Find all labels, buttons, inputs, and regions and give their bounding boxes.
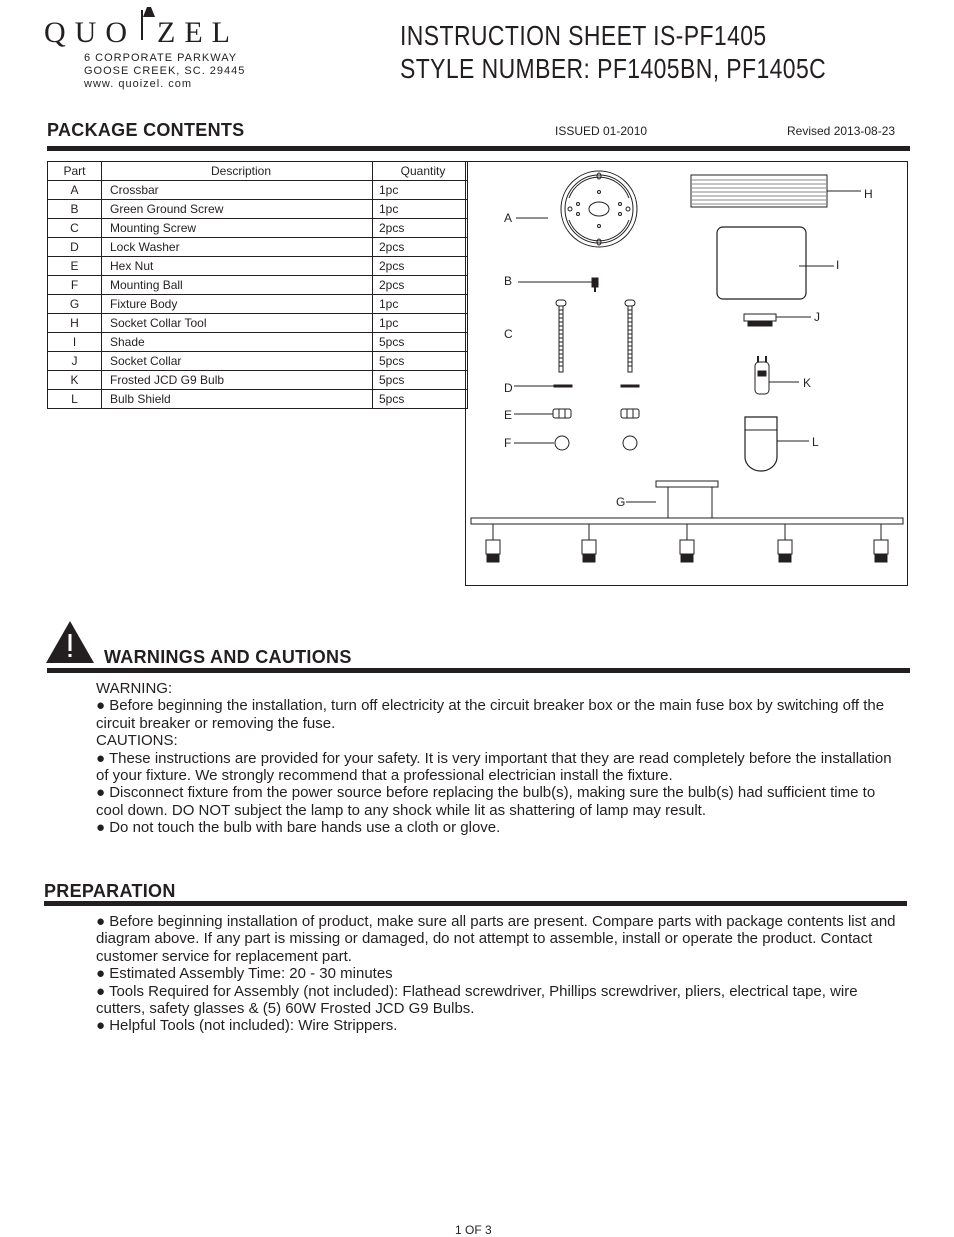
diagram-label-j: J [814,310,820,324]
part-description: Hex Nut [102,257,373,276]
table-row [48,181,468,200]
part-letter: F [48,276,102,295]
diagram-label-k: K [803,376,812,390]
preparation-item: ● Tools Required for Assembly (not included): Flathead screwdriver, Phillips screwdriver, pliers, electrical tape, wire cutters, safety glasses & (5) 60W Frosted JCD G9 Bulbs. [96,982,858,1018]
part-quantity: 1pc [373,314,468,333]
parts-table [47,161,468,409]
brand-logo [44,18,239,48]
caution-item: ● Disconnect fixture from the power source before replacing the bulb(s), making sure the bulb(s) had sufficient time to cool down. DO NOT subject the lamp to any shock while lit as shattering of lamp may result. [96,784,876,819]
diagram-label-h: H [864,187,873,201]
part-description: Socket Collar [102,352,373,371]
instruction-sheet-title: INSTRUCTION SHEET IS-PF1405 [400,20,767,51]
part-description: Frosted JCD G9 Bulb [102,371,373,390]
page-number: 1 OF 3 [455,1223,492,1237]
warnings-heading: WARNINGS AND CAUTIONS [104,647,352,667]
address-line-3: www. quoizel. com [84,78,193,90]
part-quantity: 2pcs [373,238,468,257]
part-quantity: 1pc [373,295,468,314]
caution-item: ● Do not touch the bulb with bare hands use a cloth or glove. [96,819,501,837]
part-letter: L [48,390,102,409]
part-quantity: 5pcs [373,352,468,371]
warning-label: WARNING: [96,680,173,697]
table-row [48,371,468,390]
table-row [48,352,468,371]
logo-text-left: QUO [44,16,136,49]
part-letter: I [48,333,102,352]
table-row [48,390,468,409]
table-row [48,314,468,333]
package-contents-heading: PACKAGE CONTENTS [47,120,245,140]
diagram-label-i: I [836,258,840,272]
diagram-label-d: D [504,381,513,395]
part-quantity: 1pc [373,181,468,200]
section-divider [47,146,910,151]
part-letter: B [48,200,102,219]
preparation-heading: PREPARATION [44,881,176,901]
part-quantity: 5pcs [373,390,468,409]
part-quantity: 1pc [373,200,468,219]
diagram-label-c: C [504,327,513,341]
logo-text-right: ZEL [157,16,239,49]
part-quantity: 2pcs [373,257,468,276]
part-quantity: 5pcs [373,371,468,390]
part-letter: K [48,371,102,390]
diagram-label-e: E [504,408,513,422]
table-row [48,295,468,314]
part-description: Mounting Ball [102,276,373,295]
part-quantity: 2pcs [373,276,468,295]
part-letter: C [48,219,102,238]
part-description: Bulb Shield [102,390,373,409]
section-divider [47,668,910,673]
diagram-label-f: F [504,436,512,450]
revised-date: Revised 2013-08-23 [787,124,896,138]
part-description: Socket Collar Tool [102,314,373,333]
part-quantity: 5pcs [373,333,468,352]
part-description: Mounting Screw [102,219,373,238]
diagram-label-l: L [812,435,819,449]
column-header: Quantity [373,162,468,181]
table-row [48,219,468,238]
section-divider [44,901,907,906]
column-header: Description [102,162,373,181]
table-row [48,257,468,276]
diagram-label-a: A [504,211,513,225]
diagram-label-g: G [616,495,626,509]
part-quantity: 2pcs [373,219,468,238]
part-description: Fixture Body [102,295,373,314]
preparation-body [96,913,906,1035]
part-letter: J [48,352,102,371]
preparation-item: ● Estimated Assembly Time: 20 - 30 minutes [96,965,393,983]
column-header: Part [48,162,102,181]
warnings-body [96,680,906,837]
diagram-label-b: B [504,274,513,288]
preparation-item: ● Helpful Tools (not included): Wire Strippers. [96,1017,398,1035]
lamp-icon [140,6,158,18]
table-row [48,238,468,257]
parts-diagram-drawing [466,162,909,587]
crossbar-plate-illustration [561,171,637,247]
parts-diagram [465,161,908,586]
part-description: Green Ground Screw [102,200,373,219]
style-number-title: STYLE NUMBER: PF1405BN, PF1405C [400,53,827,84]
table-header-row [48,162,468,181]
part-description: Lock Washer [102,238,373,257]
address-line-2: GOOSE CREEK, SC. 29445 [84,65,246,77]
table-row [48,200,468,219]
part-letter: H [48,314,102,333]
part-letter: D [48,238,102,257]
part-letter: E [48,257,102,276]
table-row [48,276,468,295]
warning-triangle-icon [45,620,95,664]
part-description: Crossbar [102,181,373,200]
issued-date: ISSUED 01-2010 [555,124,648,138]
part-letter: G [48,295,102,314]
table-row [48,333,468,352]
part-letter: A [48,181,102,200]
caution-item: ● These instructions are provided for your safety. It is very important that they are read completely before the installation of your fixture. We strongly recommend that a professional electrician install the fixture. [96,749,892,785]
part-description: Shade [102,333,373,352]
preparation-item: ● Before beginning installation of product, make sure all parts are present. Compare parts with package contents list and diagram above. If any part is missing or damaged, do not attempt to assemble, install or operate the product. Contact customer service for replacement part. [96,913,896,965]
cautions-label: CAUTIONS: [96,732,178,750]
address-line-1: 6 CORPORATE PARKWAY [84,52,238,64]
warning-item: ● Before beginning the installation, turn off electricity at the circuit breaker box or the main fuse box by switching off the circuit breaker or removing the fuse. [96,697,885,732]
